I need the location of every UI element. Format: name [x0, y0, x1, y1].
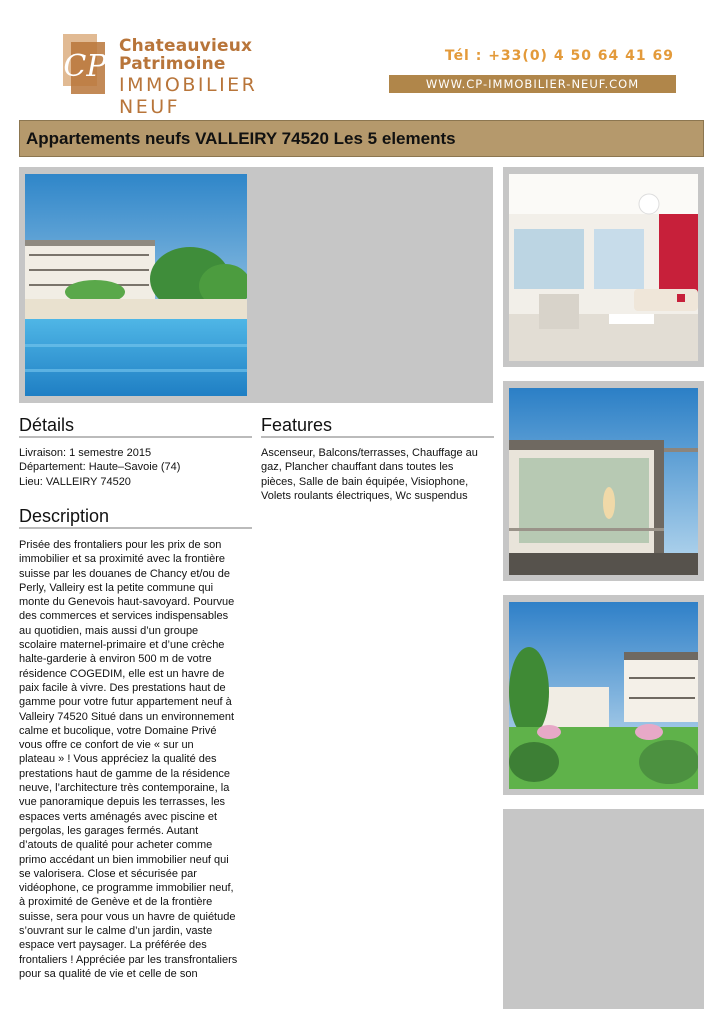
description-text: [19, 538, 237, 981]
website-link[interactable]: WWW.CP-IMMOBILIER-NEUF.COM: [389, 75, 676, 93]
side-image-panel-4: [503, 809, 704, 1009]
description-line: plateau » ! Vous appréciez la qualité des: [19, 753, 217, 766]
description-line: halte-garderie à environ 500 m de votre: [19, 653, 212, 666]
side-image-panel-2: [503, 381, 704, 581]
details-delivery: Livraison: 1 semestre 2015: [19, 447, 152, 459]
description-line: Prisée des frontaliers pour les prix de son: [19, 539, 222, 551]
living-room-photo: [509, 174, 698, 361]
features-line: Ascenseur, Balcons/terrasses, Chauffage au: [261, 447, 478, 459]
side-image-panel-1: [503, 167, 704, 367]
details-list: [19, 446, 180, 489]
features-line: Volets roulants électriques, Wc suspendus: [261, 489, 468, 502]
details-divider: [19, 436, 252, 438]
garden-residence-photo: [509, 602, 698, 789]
description-line: résidence COGEDIM, elle est un havre de: [19, 667, 225, 680]
main-image-panel: [19, 167, 493, 403]
description-line: frontaliers ! Appréciée par les transfrontaliers: [19, 953, 238, 966]
description-line: primo accédant un bien immobilier neuf qui: [19, 853, 229, 866]
description-line: paix facile à vivre. Des prestations haut de: [19, 681, 226, 694]
description-line: immobilier et sa proximité avec la frontière: [19, 553, 226, 566]
features-line: pièces, Salle de bain équipée, Visiophone,: [261, 475, 469, 488]
phone-number[interactable]: Tél : +33(0) 4 50 64 41 69: [444, 48, 674, 64]
features-heading: Features: [261, 415, 333, 435]
description-line: suisse, sera pour vous un havre de quiétude: [19, 910, 236, 923]
features-line: gaz, Plancher chauffant dans toutes les: [261, 461, 454, 474]
description-line: espace vert paysager. La préférée des: [19, 939, 207, 952]
description-divider: [19, 527, 252, 529]
logo-text-patrimoine: Patrimoine: [119, 54, 226, 74]
terrace-photo: [509, 388, 698, 575]
description-line: gamme pour votre futur appartement neuf à: [19, 696, 232, 709]
description-line: calme et bucolique, votre Domaine Privé: [19, 724, 217, 737]
description-line: Perly, Valleiry est la petite commune qui: [19, 581, 214, 594]
description-line: s’ouvrant sur le calme d’un jardin, vaste: [19, 925, 213, 938]
description-line: pour sa qualité de vie et celle de son: [19, 967, 198, 980]
pool-residence-photo: [25, 174, 247, 396]
features-divider: [261, 436, 494, 438]
description-line: monte du Genevois haut-savoyard. Pourvue: [19, 596, 235, 609]
company-logo: [55, 30, 315, 118]
logo-text-immobilier-neuf: IMMOBILIER NEUF: [119, 74, 258, 118]
description-heading: Description: [19, 506, 110, 526]
side-image-panel-3: [503, 595, 704, 795]
svg-text:CP: CP: [63, 49, 107, 84]
details-location: Lieu: VALLEIRY 74520: [19, 475, 131, 488]
description-line: scolaire maternel-primaire et d’une crèche: [19, 639, 225, 652]
logo-text-chateauvieux: Chateauvieux: [119, 36, 253, 56]
description-line: pergolas, les garages fermés. Autant: [19, 824, 199, 837]
logo-monogram-icon: [55, 30, 115, 98]
description-line: au quotidien, mais aussi d’un groupe: [19, 624, 199, 637]
description-line: suisse par les douanes de Chancy et/ou de: [19, 567, 230, 580]
description-line: à proximité de Genève et de la frontière: [19, 896, 213, 909]
description-line: d’atouts de qualité pour acheter comme: [19, 839, 213, 852]
features-list: [261, 446, 478, 503]
description-line: vidéophone, ce programme immobilier neuf,: [19, 882, 234, 895]
details-department: Département: Haute–Savoie (74): [19, 461, 181, 474]
description-line: Valleiry 74520 Situé dans un environnement: [19, 710, 235, 723]
description-line: vous offre ce confort de vie « sur un: [19, 739, 194, 752]
description-line: neuve, l’architecture très contemporaine, la: [19, 782, 230, 795]
description-line: prestations haut de gamme de la résidence: [19, 767, 230, 780]
description-line: vue panoramique depuis les terrasses, les: [19, 796, 226, 809]
description-line: des commerces et services indispensables: [19, 610, 229, 623]
description-line: espaces verts aménagés avec piscine et: [19, 810, 218, 823]
page-title: Appartements neufs VALLEIRY 74520 Les 5 elements: [26, 129, 456, 148]
description-line: se valorisera. Close et sécurisée par: [19, 867, 197, 880]
title-bar: [19, 120, 704, 157]
details-heading: Détails: [19, 415, 75, 435]
